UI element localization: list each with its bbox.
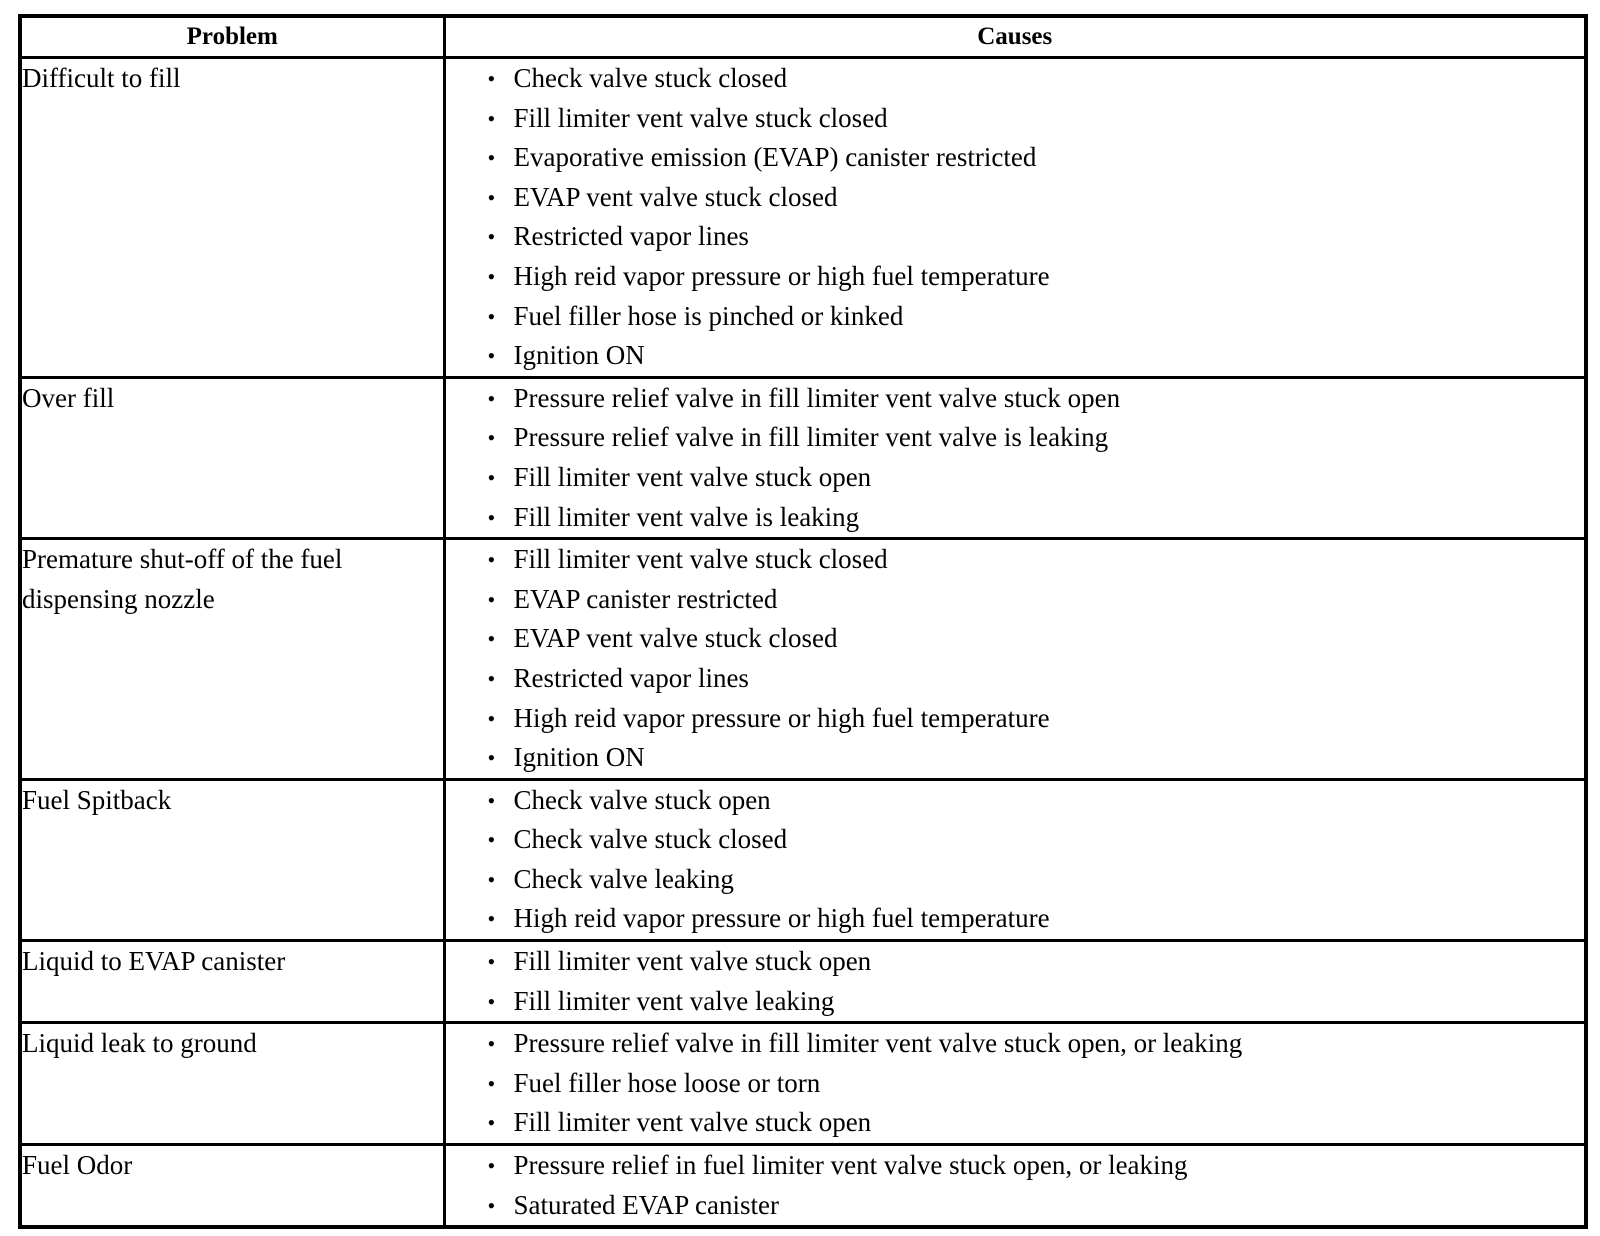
cause-text: Fill limiter vent valve stuck closed (513, 544, 888, 575)
bullet-icon: • (487, 827, 496, 853)
cause-item (446, 418, 1585, 458)
bullet-icon: • (487, 1070, 496, 1096)
cause-item (446, 297, 1585, 337)
bullet-icon: • (487, 1192, 496, 1218)
table-row (20, 539, 1586, 780)
table-body (20, 58, 1586, 1228)
causes-cell (444, 58, 1586, 378)
cause-item (446, 619, 1585, 659)
cause-text: Check valve leaking (513, 863, 734, 894)
cause-item (446, 1064, 1585, 1104)
cause-item (446, 699, 1585, 739)
problem-cell: Fuel Odor (20, 1145, 444, 1228)
bullet-icon: • (487, 949, 496, 975)
table-row (20, 377, 1586, 538)
cause-text: Evaporative emission (EVAP) canister restricted (513, 142, 1037, 173)
cause-text: High reid vapor pressure or high fuel temperature (513, 903, 1050, 934)
bullet-icon: • (487, 464, 496, 490)
cause-text: Fill limiter vent valve leaking (513, 985, 835, 1016)
bullet-icon: • (487, 1153, 496, 1179)
bullet-icon: • (487, 586, 496, 612)
causes-cell (444, 941, 1586, 1023)
bullet-icon: • (487, 547, 496, 573)
causes-cell (444, 377, 1586, 538)
cause-item (446, 860, 1585, 900)
cause-text: Pressure relief in fuel limiter vent valve stuck open, or leaking (513, 1150, 1188, 1181)
causes-list (446, 781, 1585, 939)
cause-text: EVAP vent valve stuck closed (513, 181, 838, 212)
bullet-icon: • (487, 504, 496, 530)
cause-item (446, 498, 1585, 538)
causes-list (446, 942, 1585, 1021)
bullet-icon: • (487, 906, 496, 932)
cause-item (446, 99, 1585, 139)
causes-cell (444, 1023, 1586, 1145)
cause-text: Fuel filler hose loose or torn (513, 1067, 821, 1098)
cause-text: EVAP canister restricted (513, 583, 778, 614)
bullet-icon: • (487, 626, 496, 652)
cause-item (446, 59, 1585, 99)
cause-item (446, 138, 1585, 178)
bullet-icon: • (487, 1031, 496, 1057)
cause-item (446, 580, 1585, 620)
cause-text: High reid vapor pressure or high fuel temperature (513, 260, 1050, 291)
cause-text: Saturated EVAP canister (513, 1189, 779, 1220)
cause-item (446, 982, 1585, 1022)
cause-text: Pressure relief valve in fill limiter vent valve is leaking (513, 422, 1109, 453)
cause-item (446, 1146, 1585, 1186)
header-row (20, 16, 1586, 58)
problem-column-header: Problem (20, 16, 444, 58)
bullet-icon: • (487, 787, 496, 813)
bullet-icon: • (487, 105, 496, 131)
cause-text: Pressure relief valve in fill limiter vent valve stuck open, or leaking (513, 1028, 1243, 1059)
cause-text: Check valve stuck open (513, 784, 771, 815)
problem-cell: Fuel Spitback (20, 779, 444, 940)
cause-text: Fill limiter vent valve stuck open (513, 461, 872, 492)
problem-cell: Liquid leak to ground (20, 1023, 444, 1145)
table-row (20, 1145, 1586, 1228)
cause-item (446, 899, 1585, 939)
cause-text: Restricted vapor lines (513, 221, 749, 252)
cause-text: Fuel filler hose is pinched or kinked (513, 300, 904, 331)
cause-item (446, 1186, 1585, 1226)
bullet-icon: • (487, 303, 496, 329)
cause-text: Restricted vapor lines (513, 662, 749, 693)
bullet-icon: • (487, 145, 496, 171)
causes-cell (444, 1145, 1586, 1228)
cause-text: Ignition ON (513, 340, 645, 371)
cause-item (446, 458, 1585, 498)
diagnosis-table (18, 14, 1588, 1229)
cause-item (446, 336, 1585, 376)
causes-list (446, 1024, 1585, 1143)
cause-item (446, 781, 1585, 821)
bullet-icon: • (487, 745, 496, 771)
bullet-icon: • (487, 263, 496, 289)
cause-item (446, 820, 1585, 860)
table-row (20, 58, 1586, 378)
cause-text: Fill limiter vent valve is leaking (513, 501, 860, 532)
cause-item (446, 379, 1585, 419)
cause-item (446, 738, 1585, 778)
bullet-icon: • (487, 343, 496, 369)
cause-item (446, 1103, 1585, 1143)
cause-text: Check valve stuck closed (513, 63, 788, 93)
problem-cell: Premature shut-off of the fuel dispensing nozzle (20, 539, 444, 780)
bullet-icon: • (487, 184, 496, 210)
cause-text: High reid vapor pressure or high fuel temperature (513, 702, 1050, 733)
problem-cell: Liquid to EVAP canister (20, 941, 444, 1023)
bullet-icon: • (487, 866, 496, 892)
bullet-icon: • (487, 224, 496, 250)
problem-cell: Difficult to fill (20, 58, 444, 378)
table-row (20, 1023, 1586, 1145)
cause-text: Ignition ON (513, 742, 645, 773)
bullet-icon: • (487, 665, 496, 691)
problem-cell: Over fill (20, 377, 444, 538)
cause-item (446, 257, 1585, 297)
causes-cell (444, 539, 1586, 780)
bullet-icon: • (487, 1110, 496, 1136)
bullet-icon: • (487, 705, 496, 731)
causes-column-header: Causes (444, 16, 1586, 58)
cause-item (446, 1024, 1585, 1064)
cause-item (446, 217, 1585, 257)
cause-text: EVAP vent valve stuck closed (513, 623, 838, 654)
causes-list (446, 59, 1585, 376)
bullet-icon: • (487, 988, 496, 1014)
causes-list (446, 1146, 1585, 1225)
cause-item (446, 540, 1585, 580)
cause-text: Fill limiter vent valve stuck open (513, 1107, 872, 1138)
causes-list (446, 379, 1585, 537)
cause-text: Check valve stuck closed (513, 824, 788, 855)
bullet-icon: • (487, 425, 496, 451)
cause-item (446, 178, 1585, 218)
bullet-icon: • (487, 66, 496, 91)
cause-item (446, 659, 1585, 699)
cause-text: Fill limiter vent valve stuck open (513, 946, 872, 977)
cause-text: Fill limiter vent valve stuck closed (513, 102, 888, 133)
cause-item (446, 942, 1585, 982)
cause-text: Pressure relief valve in fill limiter vent valve stuck open (513, 382, 1121, 413)
causes-list (446, 540, 1585, 778)
causes-cell (444, 779, 1586, 940)
bullet-icon: • (487, 385, 496, 411)
table-row (20, 941, 1586, 1023)
table-row (20, 779, 1586, 940)
